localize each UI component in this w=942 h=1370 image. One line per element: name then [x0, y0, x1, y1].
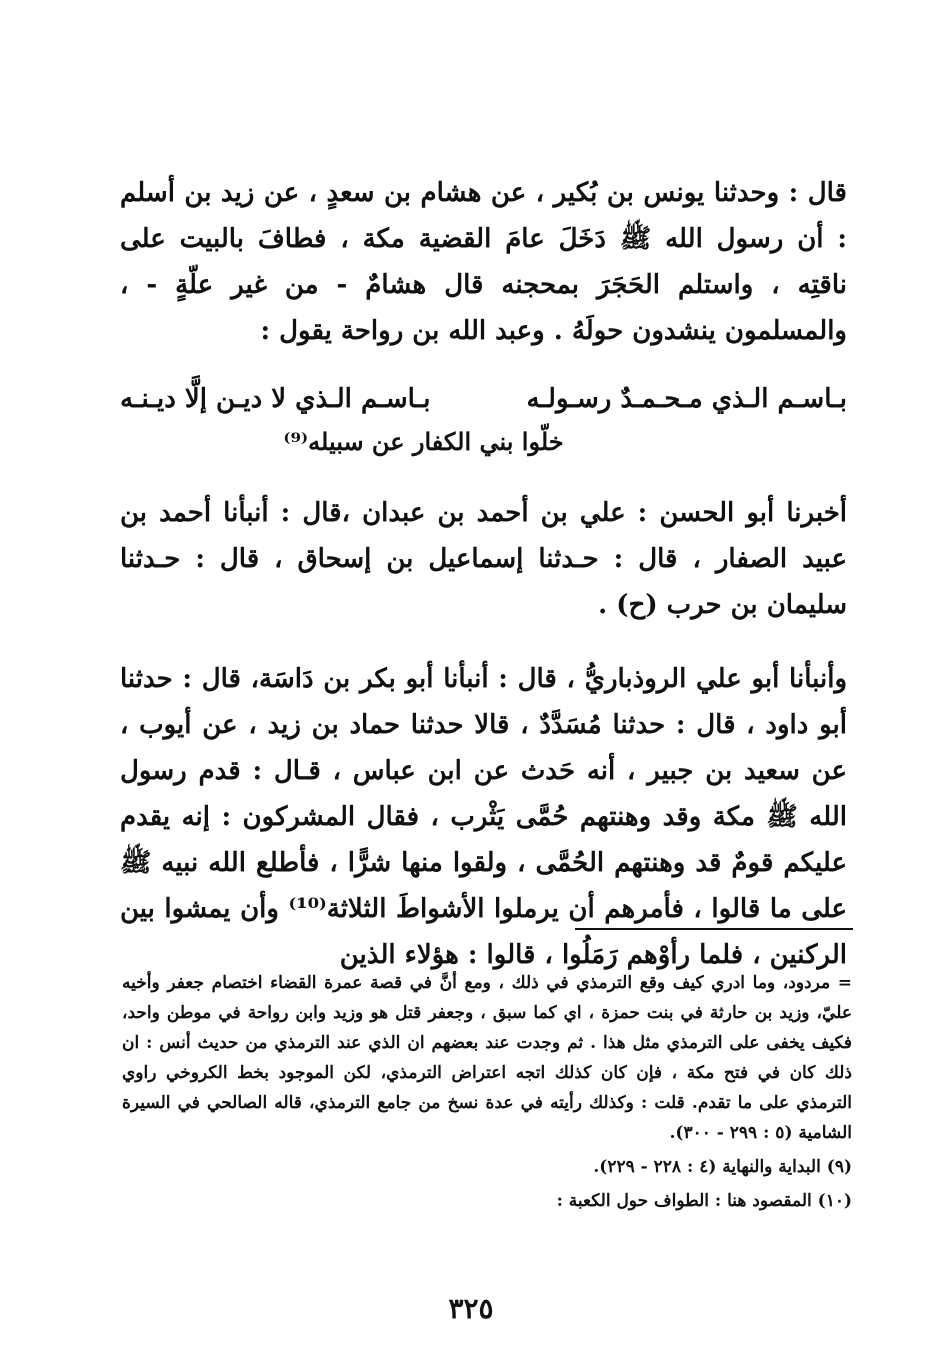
verse-line-2: خلّوا بني الكفار عن سبيله⁽⁹⁾ — [283, 427, 564, 456]
footnotes — [122, 968, 852, 1216]
paragraph-3: وأنبأنا أبو علي الروذباريُّ ، قال : أنبأنا أبو بكر بن دَاسَة، قال : حدثنا أبو داود ، قال : حدثنا مُسَدَّدٌ ، قالا حدثنا حماد بن زيد ، عن أيوب ، عن سعيد بن جبير ، أنه حَدث عن ابن عباس ، قـال : قدم رسول الله ﷺ مكة وقد وهنتهم حُمَّى يَثْرب ، فقال المشركون : إنه يقدم عليكم قومٌ قد وهنتهم الحُمَّى ، ولقوا منها شرًّا ، فأطلع الله نبيه ﷺ على ما قالوا ، فأمرهم أن يرملوا الأشواطَ الثلاثة⁽¹⁰⁾ وأن يمشوا بين الركنين ، فلما رأوْهم رَمَلُوا ، قالوا : هؤلاء الذين — [120, 664, 847, 970]
main-text — [120, 170, 847, 978]
verse-hemistich-right: بـاسـم الـذي مـحـمـدٌ رسـولـه — [526, 384, 847, 414]
poetry-verse — [120, 376, 847, 462]
page-number: ٣٢٥ — [448, 1292, 494, 1325]
paragraph-1: قال : وحدثنا يونس بن بُكير ، عن هشام بن سعدٍ ، عن زيد بن أسلم : أن رسول الله ﷺ دَخَلَ عامَ القضية مكة ، فطافَ بالبيت على ناقتِه ، واستلم الحَجَرَ بمحجنه قال هشامٌ - من غير علّةٍ - ، والمسلمون ينشدون حولَهُ . وعبد الله بن رواحة يقول : — [120, 178, 847, 346]
footnote-9: (٩) البداية والنهاية (٤ : ٢٢٨ - ٢٢٩). — [593, 1157, 852, 1177]
footnote-10: (١٠) المقصود هنا : الطواف حول الكعبة : — [556, 1191, 852, 1211]
footnote-divider — [575, 928, 853, 930]
paragraph-2: أخبرنا أبو الحسن : علي بن أحمد بن عبدان ،قال : أنبأنا أحمد بن عبيد الصفار ، قال : حـدثنا إسماعيل بن إسحاق ، قال : حـدثنا سليمان بن حرب (ح) . — [120, 498, 847, 620]
footnote-continuation: = مردود، وما ادري كيف وقع الترمذي في ذلك ، ومع أنَّ في قصة عمرة القضاء اختصام جعفر وأخيه عليّ، وزيد بن حارثة في بنت حمزة ، اي كما سبق ، وجعفر قتل هو وزيد وابن رواحة في موطن واحد، فكيف يخفى على الترمذي مثل هذا . ثم وجدت عند بعضهم ان الذي عند الترمذي من حديث أنس : ان ذلك كان في فتح مكة ، فإن كان كذلك اتجه اعتراض الترمذي، لكن الموجود بخط الكروخي راوي الترمذي على ما تقدم. قلت : وكذلك رأيته في عدة نسخ من جامع الترمذي، قاله الصالحي في السيرة الشامية (٥ : ٢٩٩ - ٣٠٠). — [122, 973, 852, 1143]
verse-hemistich-left: بـاسـم الـذي لا ديـن إلَّا ديـنـه — [120, 384, 431, 414]
verse-line-1 — [120, 376, 847, 422]
